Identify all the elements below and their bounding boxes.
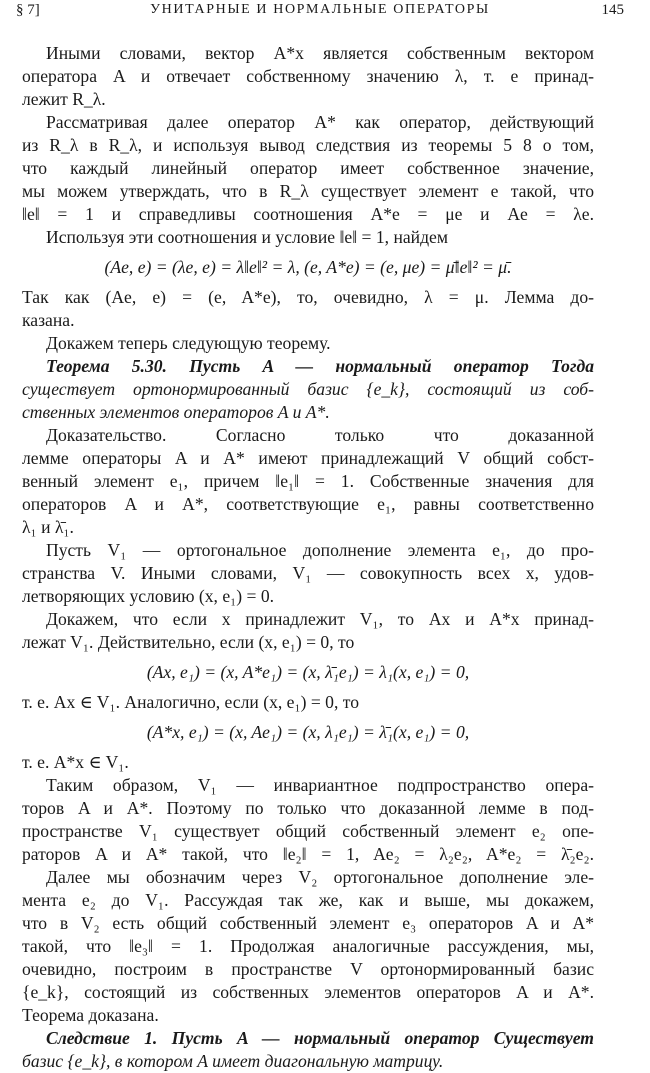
text-line: странства V. Иными словами, V₁ — совокупность всех x, удов- bbox=[22, 563, 594, 583]
text-line: лежит R_λ. bbox=[22, 89, 106, 109]
text-line: операторов A и A*, соответствующие e₁, равны соответственно bbox=[22, 494, 594, 514]
text-line: Пусть V₁ — ортогональное дополнение элемента e₁, до про- bbox=[46, 540, 594, 560]
chapter-title: УНИТАРНЫЕ И НОРМАЛЬНЫЕ ОПЕРАТОРЫ bbox=[150, 2, 490, 17]
text-line: оператора A и отвечает собственному значению λ, т. е принад- bbox=[22, 66, 594, 86]
text-line: торов A и A*. Поэтому по только что доказанной лемме в под- bbox=[22, 798, 594, 818]
text-line: пространстве V₁ существует общий собственный элемент e₂ опе- bbox=[22, 821, 594, 841]
text-line: мы можем утверждать, что в R_λ существует элемент e такой, что bbox=[22, 181, 594, 201]
text-line: летворяющих условию (x, e₁) = 0. bbox=[22, 586, 275, 606]
text-line: Таким образом, V₁ — инвариантное подпространство опера- bbox=[46, 775, 594, 795]
page-body bbox=[22, 42, 594, 1073]
text-line: мента e₂ до V₁. Рассуждая так же, как и выше, мы докажем, bbox=[22, 890, 594, 910]
text-line: казана. bbox=[22, 310, 75, 330]
text-line: т. е. Ax ∈ V₁. Аналогично, если (x, e₁) = 0, то bbox=[22, 692, 360, 712]
text-line: лежат V₁. Действительно, если (x, e₁) = 0, то bbox=[22, 632, 355, 652]
text-line: Докажем, что если x принадлежит V₁, то Ax и A*x принад- bbox=[46, 609, 594, 629]
theorem-text: ственных элементов операторов A и A*. bbox=[22, 402, 330, 422]
text-line: {e_k}, состоящий из собственных элементов операторов A и A*. bbox=[22, 982, 594, 1002]
text-line: Теорема доказана. bbox=[22, 1005, 159, 1025]
text-line: т. е. A*x ∈ V₁. bbox=[22, 752, 129, 772]
theorem-heading: Теорема 5.30. Пусть A — нормальный оператор Тогда bbox=[46, 356, 594, 376]
text-line: очевидно, построим в пространстве V ортонормированный базис bbox=[22, 959, 594, 979]
text-line: Докажем теперь следующую теорему. bbox=[46, 333, 331, 353]
text-line: лемме операторы A и A* имеют принадлежащий V общий собст- bbox=[22, 448, 594, 468]
text-line: такой, что ‖e₃‖ = 1. Продолжая аналогичные рассуждения, мы, bbox=[22, 936, 594, 956]
text-line: что в V₂ есть общий собственный элемент e₃ операторов A и A* bbox=[22, 913, 594, 933]
display-equation: (A*x, e₁) = (x, Ae₁) = (x, λ₁e₁) = λ̄₁(x, e₁) = 0, bbox=[146, 722, 470, 742]
text-line: из R_λ в R_λ, и используя вывод следствия из теоремы 5 8 о том, bbox=[22, 135, 594, 155]
corollary-heading: Следствие 1. Пусть A — нормальный оператор Существует bbox=[46, 1028, 594, 1048]
text-line: Используя эти соотношения и условие ‖e‖ = 1, найдем bbox=[46, 227, 448, 247]
section-marker: § 7] bbox=[16, 2, 40, 18]
display-equation: (Ae, e) = (λe, e) = λ‖e‖² = λ, (e, A*e) = (e, μe) = μ̄‖e‖² = μ̄. bbox=[104, 257, 512, 277]
text-line: Рассматривая далее оператор A* как оператор, действующий bbox=[46, 112, 594, 132]
corollary-text: базис {e_k}, в котором A имеет диагональную матрицу. bbox=[22, 1051, 444, 1071]
proof-start: Доказательство. Согласно только что доказанной bbox=[46, 425, 594, 445]
text-line: венный элемент e₁, причем ‖e₁‖ = 1. Собственные значения для bbox=[22, 471, 594, 491]
text-line: что каждый линейный оператор имеет собственное значение, bbox=[22, 158, 594, 178]
running-header bbox=[16, 2, 624, 24]
text-line: ‖e‖ = 1 и справедливы соотношения A*e = μe и Ae = λe. bbox=[22, 204, 594, 224]
text-line: Так как (Ae, e) = (e, A*e), то, очевидно, λ = μ. Лемма до- bbox=[22, 287, 594, 307]
theorem-text: существует ортонормированный базис {e_k}, состоящий из соб- bbox=[22, 379, 594, 399]
page-number: 145 bbox=[601, 2, 624, 18]
text-line: раторов A и A* такой, что ‖e₂‖ = 1, Ae₂ = λ₂e₂, A*e₂ = λ̄₂e₂. bbox=[22, 844, 594, 864]
text-line: λ₁ и λ̄₁. bbox=[22, 517, 74, 537]
text-line: Далее мы обозначим через V₂ ортогональное дополнение эле- bbox=[46, 867, 594, 887]
display-equation: (Ax, e₁) = (x, A*e₁) = (x, λ̄₁e₁) = λ₁(x, e₁) = 0, bbox=[146, 662, 470, 682]
text-line: Иными словами, вектор A*x является собственным вектором bbox=[46, 43, 594, 63]
